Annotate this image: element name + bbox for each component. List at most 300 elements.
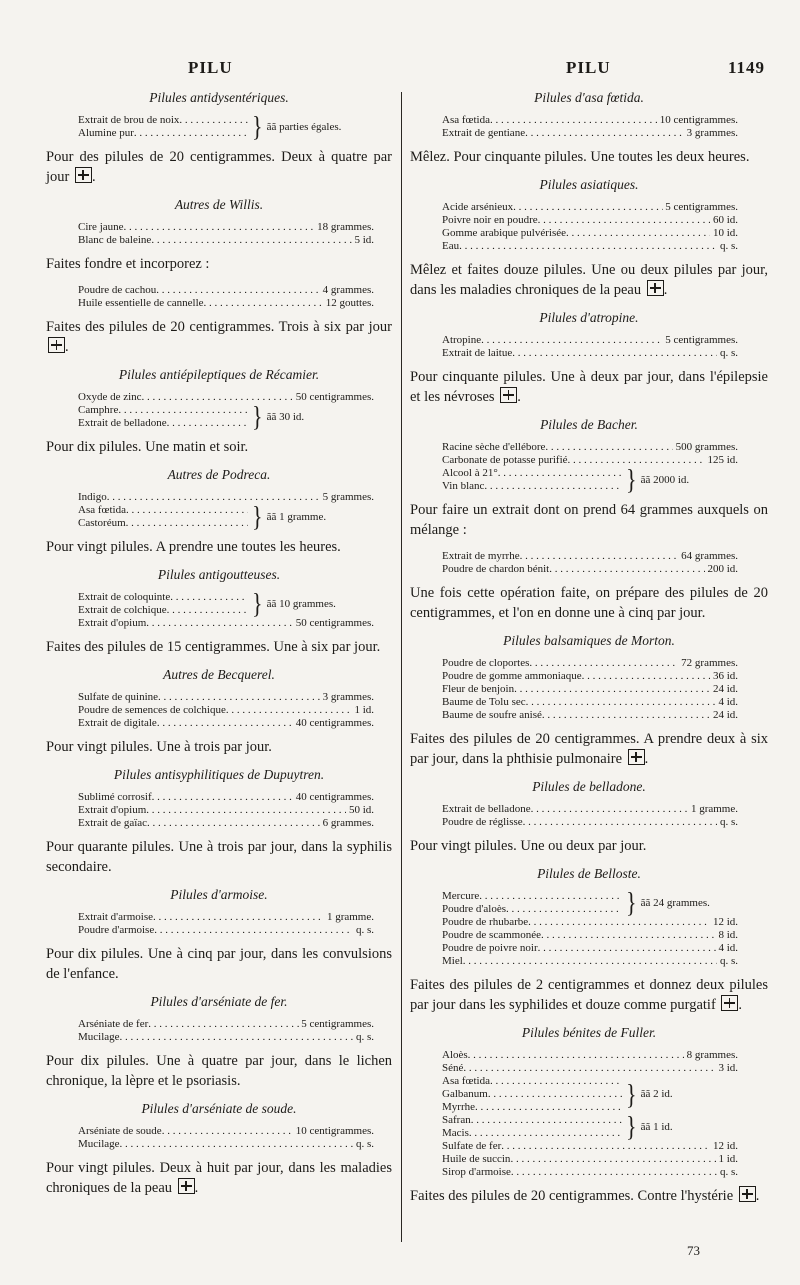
ingredient-row bbox=[78, 417, 248, 430]
instruction-body: Pour quarante pilules. Une à trois par jour, dans la syphilis secondaire. bbox=[46, 839, 392, 875]
leader-dots bbox=[162, 1125, 293, 1138]
ingredient-quantity: 5 centigrammes. bbox=[662, 201, 738, 213]
ingredient-name: Poudre de semences de colchique bbox=[78, 704, 226, 716]
ingredient-group-items bbox=[78, 504, 248, 530]
ingredient-quantity: 10 centigrammes. bbox=[293, 1125, 374, 1137]
ingredient-quantity: 24 id. bbox=[710, 683, 738, 695]
instruction-text bbox=[410, 147, 768, 167]
ingredient-row bbox=[442, 1114, 622, 1127]
ingredient-name: Extrait d'opium bbox=[78, 617, 147, 629]
ingredient-name: Acide arsénieux bbox=[442, 201, 514, 213]
ingredient-quantity: ãã 10 grammes. bbox=[266, 597, 336, 610]
leader-dots bbox=[469, 1127, 622, 1140]
recipe-title: Pilules bénites de Fuller. bbox=[521, 1025, 657, 1040]
boxed-cross-icon bbox=[178, 1178, 195, 1194]
instruction-body: Pour faire un extrait dont on prend 64 grammes auxquels on mélange : bbox=[410, 502, 768, 538]
ingredient-name: Extrait d'opium bbox=[78, 804, 147, 816]
ingredient-quantity: 200 id. bbox=[704, 563, 738, 575]
recipe-title: Pilules antidysentériques. bbox=[149, 90, 289, 105]
ingredient-row bbox=[78, 604, 248, 617]
leader-dots bbox=[126, 517, 248, 530]
ingredient-row bbox=[78, 391, 374, 404]
ingredient-table bbox=[78, 491, 392, 533]
ingredient-row bbox=[442, 347, 738, 360]
ingredient-group bbox=[442, 1075, 768, 1114]
instruction-text bbox=[46, 437, 392, 457]
leader-dots bbox=[490, 1075, 622, 1088]
brace-icon: } bbox=[626, 1077, 637, 1111]
ingredient-quantity: 4 id. bbox=[715, 942, 738, 954]
instruction-body: Pour vingt pilules. Deux à huit par jour, dans les maladies chroniques de la peau bbox=[46, 1160, 392, 1196]
leader-dots bbox=[148, 1018, 298, 1031]
instruction-body: Pour dix pilules. Une à cinq par jour, dans les convulsions de l'enfance. bbox=[46, 946, 392, 982]
instruction-text bbox=[46, 637, 392, 657]
leader-dots bbox=[167, 604, 248, 617]
ingredient-name: Extrait de belladone bbox=[78, 417, 167, 429]
ingredient-row bbox=[442, 1049, 738, 1062]
leader-dots bbox=[501, 1140, 710, 1153]
ingredient-name: Mucilage bbox=[78, 1031, 120, 1043]
recipe-title: Pilules d'arséniate de soude. bbox=[141, 1101, 297, 1116]
recipe-title: Pilules de Bacher. bbox=[540, 417, 638, 432]
leader-dots bbox=[142, 391, 294, 404]
instruction-body: Pour dix pilules. Une matin et soir. bbox=[46, 439, 249, 455]
ingredient-row bbox=[442, 441, 738, 454]
ingredient-name: Poudre de réglisse bbox=[442, 816, 523, 828]
ingredient-quantity: 5 centigrammes. bbox=[298, 1018, 374, 1030]
ingredient-quantity: 1 gramme. bbox=[688, 803, 738, 815]
instruction-body: Pour vingt pilules. Une à trois par jour. bbox=[46, 739, 272, 755]
ingredient-row bbox=[78, 911, 374, 924]
instruction-body: Mêlez et faites douze pilules. Une ou deux pilules par jour, dans les maladies chroniques de la peau bbox=[410, 262, 768, 298]
ingredient-name: Blanc de baleine bbox=[78, 234, 152, 246]
leader-dots bbox=[170, 591, 248, 604]
ingredient-name: Aloès bbox=[442, 1049, 468, 1061]
ingredient-quantity: 36 id. bbox=[710, 670, 738, 682]
ingredient-name: Poivre noir en poudre bbox=[442, 214, 538, 226]
leader-dots bbox=[152, 791, 293, 804]
left-column bbox=[46, 90, 392, 1208]
ingredient-row bbox=[442, 670, 738, 683]
ingredient-row bbox=[442, 240, 738, 253]
instruction-text: Pour vingt pilules. Deux à huit par jour, dans les maladies chroniques de la peau . bbox=[46, 1160, 392, 1196]
leader-dots bbox=[167, 417, 248, 430]
instruction-body: Faites des pilules de 15 centigrammes. Une à six par jour. bbox=[46, 639, 381, 655]
leader-dots bbox=[157, 717, 293, 730]
ingredient-quantity: 10 id. bbox=[710, 227, 738, 239]
leader-dots bbox=[566, 227, 710, 240]
ingredient-row bbox=[78, 804, 374, 817]
brace-icon: } bbox=[626, 886, 637, 919]
ingredient-row bbox=[78, 404, 248, 417]
instruction-body: Mêlez. Pour cinquante pilules. Une toutes les deux heures. bbox=[410, 149, 750, 165]
ingredient-group-items bbox=[78, 591, 248, 617]
ingredient-row bbox=[78, 114, 248, 127]
ingredient-quantity: ãã 1 gramme. bbox=[266, 510, 327, 523]
brace-icon: } bbox=[626, 1110, 637, 1143]
ingredient-name: Racine sèche d'ellébore bbox=[442, 441, 546, 453]
leader-dots bbox=[463, 1062, 715, 1075]
ingredient-quantity: 12 gouttes. bbox=[322, 297, 374, 309]
ingredient-quantity: 1 gramme. bbox=[324, 911, 374, 923]
ingredient-row bbox=[78, 591, 248, 604]
ingredient-group-items bbox=[78, 114, 248, 140]
ingredient-name: Extrait de colchique bbox=[78, 604, 167, 616]
ingredient-quantity: 5 id. bbox=[351, 234, 374, 246]
ingredient-name: Asa fœtida bbox=[78, 504, 126, 516]
ingredient-name: Extrait de coloquinte bbox=[78, 591, 171, 603]
ingredient-name: Alumine pur bbox=[78, 127, 134, 139]
ingredient-row bbox=[78, 717, 374, 730]
ingredient-name: Camphre bbox=[78, 404, 119, 416]
ingredient-name: Asa fœtida bbox=[442, 114, 490, 126]
ingredient-quantity: q. s. bbox=[717, 347, 738, 359]
ingredient-group-items bbox=[78, 404, 248, 430]
ingredient-group-items bbox=[442, 1075, 622, 1114]
ingredient-quantity: q. s. bbox=[353, 1031, 374, 1043]
ingredient-row bbox=[78, 127, 248, 140]
ingredient-group bbox=[78, 500, 392, 533]
ingredient-name: Indigo bbox=[78, 491, 107, 503]
leader-dots bbox=[134, 127, 248, 140]
ingredient-group bbox=[78, 400, 392, 433]
ingredient-name: Sulfate de fer bbox=[442, 1140, 502, 1152]
ingredient-group bbox=[78, 110, 392, 143]
leader-dots bbox=[118, 404, 248, 417]
leader-dots bbox=[542, 709, 710, 722]
ingredient-row bbox=[442, 903, 622, 916]
ingredient-quantity: ãã 2000 id. bbox=[640, 473, 690, 486]
ingredient-quantity: 3 id. bbox=[715, 1062, 738, 1074]
leader-dots bbox=[529, 657, 678, 670]
leader-dots bbox=[479, 890, 622, 903]
leader-dots bbox=[582, 670, 711, 683]
recipe-title: Pilules d'arséniate de fer. bbox=[150, 994, 288, 1009]
ingredient-table bbox=[78, 1018, 392, 1044]
instruction-body: Faites des pilules de 20 centigrammes. A prendre deux à six par jour, dans la phthisie pulmonaire bbox=[410, 731, 768, 767]
ingredient-quantity: q. s. bbox=[717, 240, 738, 252]
recipe-title: Pilules antiépileptiques de Récamier. bbox=[118, 367, 320, 382]
ingredient-name: Poudre d'aloès bbox=[442, 903, 506, 915]
leader-dots bbox=[488, 1088, 622, 1101]
ingredient-table bbox=[78, 691, 392, 730]
ingredient-quantity: ãã 2 id. bbox=[640, 1088, 673, 1100]
ingredient-row bbox=[78, 234, 374, 247]
ingredient-name: Huile de succin bbox=[442, 1153, 511, 1165]
recipe-title: Pilules balsamiques de Morton. bbox=[503, 633, 675, 648]
ingredient-name: Huile essentielle de cannelle bbox=[78, 297, 204, 309]
leader-dots bbox=[481, 334, 662, 347]
ingredient-name: Atropine bbox=[442, 334, 482, 346]
instruction-text bbox=[410, 583, 768, 623]
recipe-title: Autres de Podreca. bbox=[167, 467, 271, 482]
ingredient-name: Extrait de laitue bbox=[442, 347, 513, 359]
recipe-title: Autres de Willis. bbox=[174, 197, 264, 212]
leader-dots bbox=[151, 234, 351, 247]
ingredient-name: Extrait de brou de noix bbox=[78, 114, 180, 126]
ingredient-table bbox=[442, 657, 768, 722]
leader-dots bbox=[531, 803, 689, 816]
ingredient-name: Sirop d'armoise bbox=[442, 1166, 511, 1178]
leader-dots bbox=[506, 903, 622, 916]
ingredient-quantity: ãã 24 grammes. bbox=[640, 896, 710, 909]
ingredient-quantity: 125 id. bbox=[704, 454, 738, 466]
ingredient-row bbox=[78, 491, 374, 504]
ingredient-name: Poudre de gomme ammoniaque bbox=[442, 670, 582, 682]
ingredient-row bbox=[442, 1127, 622, 1140]
ingredient-name: Oxyde de zinc bbox=[78, 391, 142, 403]
ingredient-name: Arséniate de soude bbox=[78, 1125, 162, 1137]
instruction-text: Pour des pilules de 20 centigrammes. Deux à quatre par jour . bbox=[46, 149, 392, 185]
ingredient-table bbox=[78, 587, 392, 630]
ingredient-group bbox=[442, 886, 768, 919]
recipe-title: Pilules de Belloste. bbox=[537, 866, 641, 881]
instruction-text bbox=[410, 500, 768, 540]
leader-dots bbox=[538, 214, 711, 227]
ingredient-row bbox=[442, 550, 738, 563]
ingredient-quantity: 10 centigrammes. bbox=[657, 114, 738, 126]
instruction-text bbox=[46, 1051, 392, 1091]
ingredient-row bbox=[78, 617, 374, 630]
leader-dots bbox=[498, 467, 622, 480]
ingredient-name: Asa fœtida bbox=[442, 1075, 490, 1087]
instruction-text bbox=[46, 737, 392, 757]
ingredient-table bbox=[78, 791, 392, 830]
ingredient-quantity: 3 grammes. bbox=[319, 691, 374, 703]
ingredient-quantity: 40 centigrammes. bbox=[293, 717, 374, 729]
ingredient-row bbox=[78, 221, 374, 234]
ingredient-row bbox=[78, 297, 374, 310]
instruction-body: Pour dix pilules. Une à quatre par jour, dans le lichen chronique, la lèpre et le psoriasis. bbox=[46, 1053, 392, 1089]
ingredient-quantity: 50 id. bbox=[346, 804, 374, 816]
ingredient-quantity: 50 centigrammes. bbox=[293, 617, 374, 629]
ingredient-row bbox=[442, 955, 738, 968]
ingredient-table bbox=[442, 886, 768, 968]
leader-dots bbox=[538, 942, 716, 955]
ingredient-row bbox=[78, 791, 374, 804]
recipe-title: Pilules asiatiques. bbox=[539, 177, 639, 192]
recipe-title: Pilules de belladone. bbox=[532, 779, 646, 794]
instruction-text: Faites des pilules de 20 centigrammes. A prendre deux à six par jour, dans la phthisie pulmonaire . bbox=[410, 731, 768, 767]
ingredient-name: Fleur de benjoin bbox=[442, 683, 515, 695]
ingredient-row bbox=[442, 334, 738, 347]
ingredient-row bbox=[442, 657, 738, 670]
ingredient-name: Vin blanc bbox=[442, 480, 485, 492]
ingredient-name: Extrait de belladone bbox=[442, 803, 531, 815]
ingredient-name: Sublimé corrosif bbox=[78, 791, 152, 803]
ingredient-name: Poudre de scammonée bbox=[442, 929, 541, 941]
ingredient-quantity: q. s. bbox=[353, 924, 374, 936]
instruction-text: Faites des pilules de 20 centigrammes. Contre l'hystérie . bbox=[410, 1188, 760, 1204]
ingredient-row bbox=[442, 803, 738, 816]
ingredient-row bbox=[442, 201, 738, 214]
ingredient-group-items bbox=[442, 890, 622, 916]
ingredient-row bbox=[442, 127, 738, 140]
ingredient-name: Castoréum bbox=[78, 517, 126, 529]
ingredient-name: Extrait de gaïac bbox=[78, 817, 148, 829]
leader-dots bbox=[520, 550, 679, 563]
leader-dots bbox=[513, 201, 662, 214]
leader-dots bbox=[120, 1138, 354, 1151]
ingredient-table bbox=[442, 201, 768, 253]
ingredient-group bbox=[442, 463, 768, 496]
leader-dots bbox=[154, 924, 353, 937]
ingredient-quantity: 5 grammes. bbox=[319, 491, 374, 503]
instruction-body: Pour des pilules de 20 centigrammes. Deux à quatre par jour bbox=[46, 149, 392, 185]
ingredient-quantity: 60 id. bbox=[710, 214, 738, 226]
ingredient-row bbox=[442, 1153, 738, 1166]
ingredient-quantity: 18 grammes. bbox=[314, 221, 374, 233]
ingredient-quantity: 4 grammes. bbox=[319, 284, 374, 296]
ingredient-row bbox=[442, 683, 738, 696]
ingredient-table bbox=[78, 911, 392, 937]
ingredient-table bbox=[78, 1125, 392, 1151]
ingredient-table bbox=[78, 284, 392, 310]
ingredient-table bbox=[78, 221, 392, 247]
ingredient-quantity: ãã 30 id. bbox=[266, 410, 305, 423]
leader-dots bbox=[146, 617, 293, 630]
leader-dots bbox=[514, 683, 710, 696]
ingredient-name: Myrrhe bbox=[442, 1101, 475, 1113]
ingredient-row bbox=[78, 517, 248, 530]
recipe-title: Pilules antisyphilitiques de Dupuytren. bbox=[113, 767, 325, 782]
ingredient-name: Mercure bbox=[442, 890, 480, 902]
ingredient-row bbox=[442, 929, 738, 942]
ingredient-quantity: 40 centigrammes. bbox=[293, 791, 374, 803]
instruction-text bbox=[46, 944, 392, 984]
ingredient-quantity: 3 grammes. bbox=[683, 127, 738, 139]
ingredient-group-items bbox=[442, 467, 622, 493]
leader-dots bbox=[124, 221, 315, 234]
ingredient-name: Mucilage bbox=[78, 1138, 120, 1150]
right-column bbox=[410, 90, 768, 1216]
ingredient-table bbox=[78, 391, 392, 433]
ingredient-table bbox=[442, 441, 768, 496]
ingredient-row bbox=[78, 1138, 374, 1151]
ingredient-name: Miel bbox=[442, 955, 463, 967]
leader-dots bbox=[528, 916, 710, 929]
ingredient-quantity: 6 grammes. bbox=[319, 817, 374, 829]
instruction-text: Pour cinquante pilules. Une à deux par jour, dans l'épilepsie et les névroses . bbox=[410, 369, 768, 405]
ingredient-row bbox=[78, 924, 374, 937]
ingredient-name: Baume de Tolu sec bbox=[442, 696, 526, 708]
ingredient-quantity: 5 centigrammes. bbox=[662, 334, 738, 346]
ingredient-quantity: q. s. bbox=[353, 1138, 374, 1150]
leader-dots bbox=[525, 127, 684, 140]
recipe-title: Pilules d'atropine. bbox=[539, 310, 639, 325]
boxed-cross-icon bbox=[500, 387, 517, 403]
page-number: 1149 bbox=[728, 58, 766, 77]
ingredient-quantity: 24 id. bbox=[710, 709, 738, 721]
ingredient-row bbox=[78, 1125, 374, 1138]
ingredient-name: Sulfate de quinine bbox=[78, 691, 159, 703]
ingredient-table bbox=[442, 1049, 768, 1179]
boxed-cross-icon bbox=[739, 1186, 756, 1202]
leader-dots bbox=[153, 911, 324, 924]
ingredient-name: Poudre d'armoise bbox=[78, 924, 155, 936]
ingredient-quantity: 64 grammes. bbox=[678, 550, 738, 562]
ingredient-group bbox=[442, 1110, 768, 1143]
ingredient-name: Extrait de myrrhe bbox=[442, 550, 520, 562]
ingredient-table bbox=[442, 334, 768, 360]
brace-icon: } bbox=[252, 587, 263, 620]
ingredient-quantity: 8 id. bbox=[715, 929, 738, 941]
leader-dots bbox=[541, 929, 716, 942]
leader-dots bbox=[204, 297, 323, 310]
ingredient-name: Arséniate de fer bbox=[78, 1018, 149, 1030]
leader-dots bbox=[526, 696, 716, 709]
ingredient-name: Cire jaune bbox=[78, 221, 124, 233]
recipe-title: Autres de Becquerel. bbox=[163, 667, 275, 682]
running-head-right: PILU bbox=[566, 58, 611, 77]
running-head-left: PILU bbox=[188, 58, 233, 77]
ingredient-name: Poudre de cloportes bbox=[442, 657, 530, 669]
ingredient-row bbox=[442, 890, 622, 903]
ingredient-row bbox=[78, 1018, 374, 1031]
ingredient-name: Galbanum bbox=[442, 1088, 488, 1100]
boxed-cross-icon bbox=[721, 995, 738, 1011]
ingredient-quantity: 12 id. bbox=[710, 1140, 738, 1152]
brace-icon: } bbox=[252, 500, 263, 533]
ingredient-group bbox=[78, 587, 392, 620]
ingredient-row bbox=[442, 1062, 738, 1075]
ingredient-name: Extrait de gentiane bbox=[442, 127, 526, 139]
ingredient-row bbox=[78, 1031, 374, 1044]
leader-dots bbox=[512, 347, 717, 360]
ingredient-row bbox=[442, 1166, 738, 1179]
leader-dots bbox=[549, 563, 704, 576]
ingredient-row bbox=[78, 704, 374, 717]
ingredient-row bbox=[442, 227, 738, 240]
instruction-text bbox=[410, 836, 768, 856]
leader-dots bbox=[120, 1031, 354, 1044]
ingredient-quantity: ãã 1 id. bbox=[640, 1120, 673, 1133]
ingredient-row bbox=[442, 214, 738, 227]
leader-dots bbox=[475, 1101, 622, 1114]
ingredient-row bbox=[442, 1088, 622, 1101]
leader-dots bbox=[107, 491, 320, 504]
brace-icon: } bbox=[252, 110, 263, 143]
ingredient-name: Alcool à 21° bbox=[442, 467, 498, 479]
ingredient-row bbox=[442, 816, 738, 829]
ingredient-row bbox=[78, 691, 374, 704]
ingredient-row bbox=[442, 942, 738, 955]
leader-dots bbox=[179, 114, 248, 127]
recipe-title: Pilules antigoutteuses. bbox=[157, 567, 281, 582]
boxed-cross-icon bbox=[647, 280, 664, 296]
ingredient-row bbox=[442, 114, 738, 127]
ingredient-group-items bbox=[442, 1114, 622, 1140]
ingredient-name: Gomme arabique pulvérisée bbox=[442, 227, 567, 239]
ingredient-name: Poudre de chardon bénit bbox=[442, 563, 550, 575]
leader-dots bbox=[511, 1166, 717, 1179]
leader-dots bbox=[226, 704, 352, 717]
leader-dots bbox=[459, 240, 717, 253]
leader-dots bbox=[126, 504, 248, 517]
ingredient-row bbox=[442, 1140, 738, 1153]
instruction-body: Faites fondre et incorporez : bbox=[46, 256, 210, 272]
ingredient-quantity: 8 grammes. bbox=[683, 1049, 738, 1061]
ingredient-quantity: ãã parties égales. bbox=[266, 120, 342, 133]
leader-dots bbox=[463, 955, 717, 968]
leader-dots bbox=[468, 1049, 684, 1062]
ingredient-name: Poudre de poivre noir bbox=[442, 942, 538, 954]
ingredient-row bbox=[442, 709, 738, 722]
instruction-body: Pour vingt pilules. Une ou deux par jour. bbox=[410, 838, 647, 854]
brace-icon: } bbox=[252, 400, 263, 433]
instruction-body: Faites des pilules de 20 centigrammes. Trois à six par jour bbox=[46, 319, 392, 335]
leader-dots bbox=[147, 817, 320, 830]
